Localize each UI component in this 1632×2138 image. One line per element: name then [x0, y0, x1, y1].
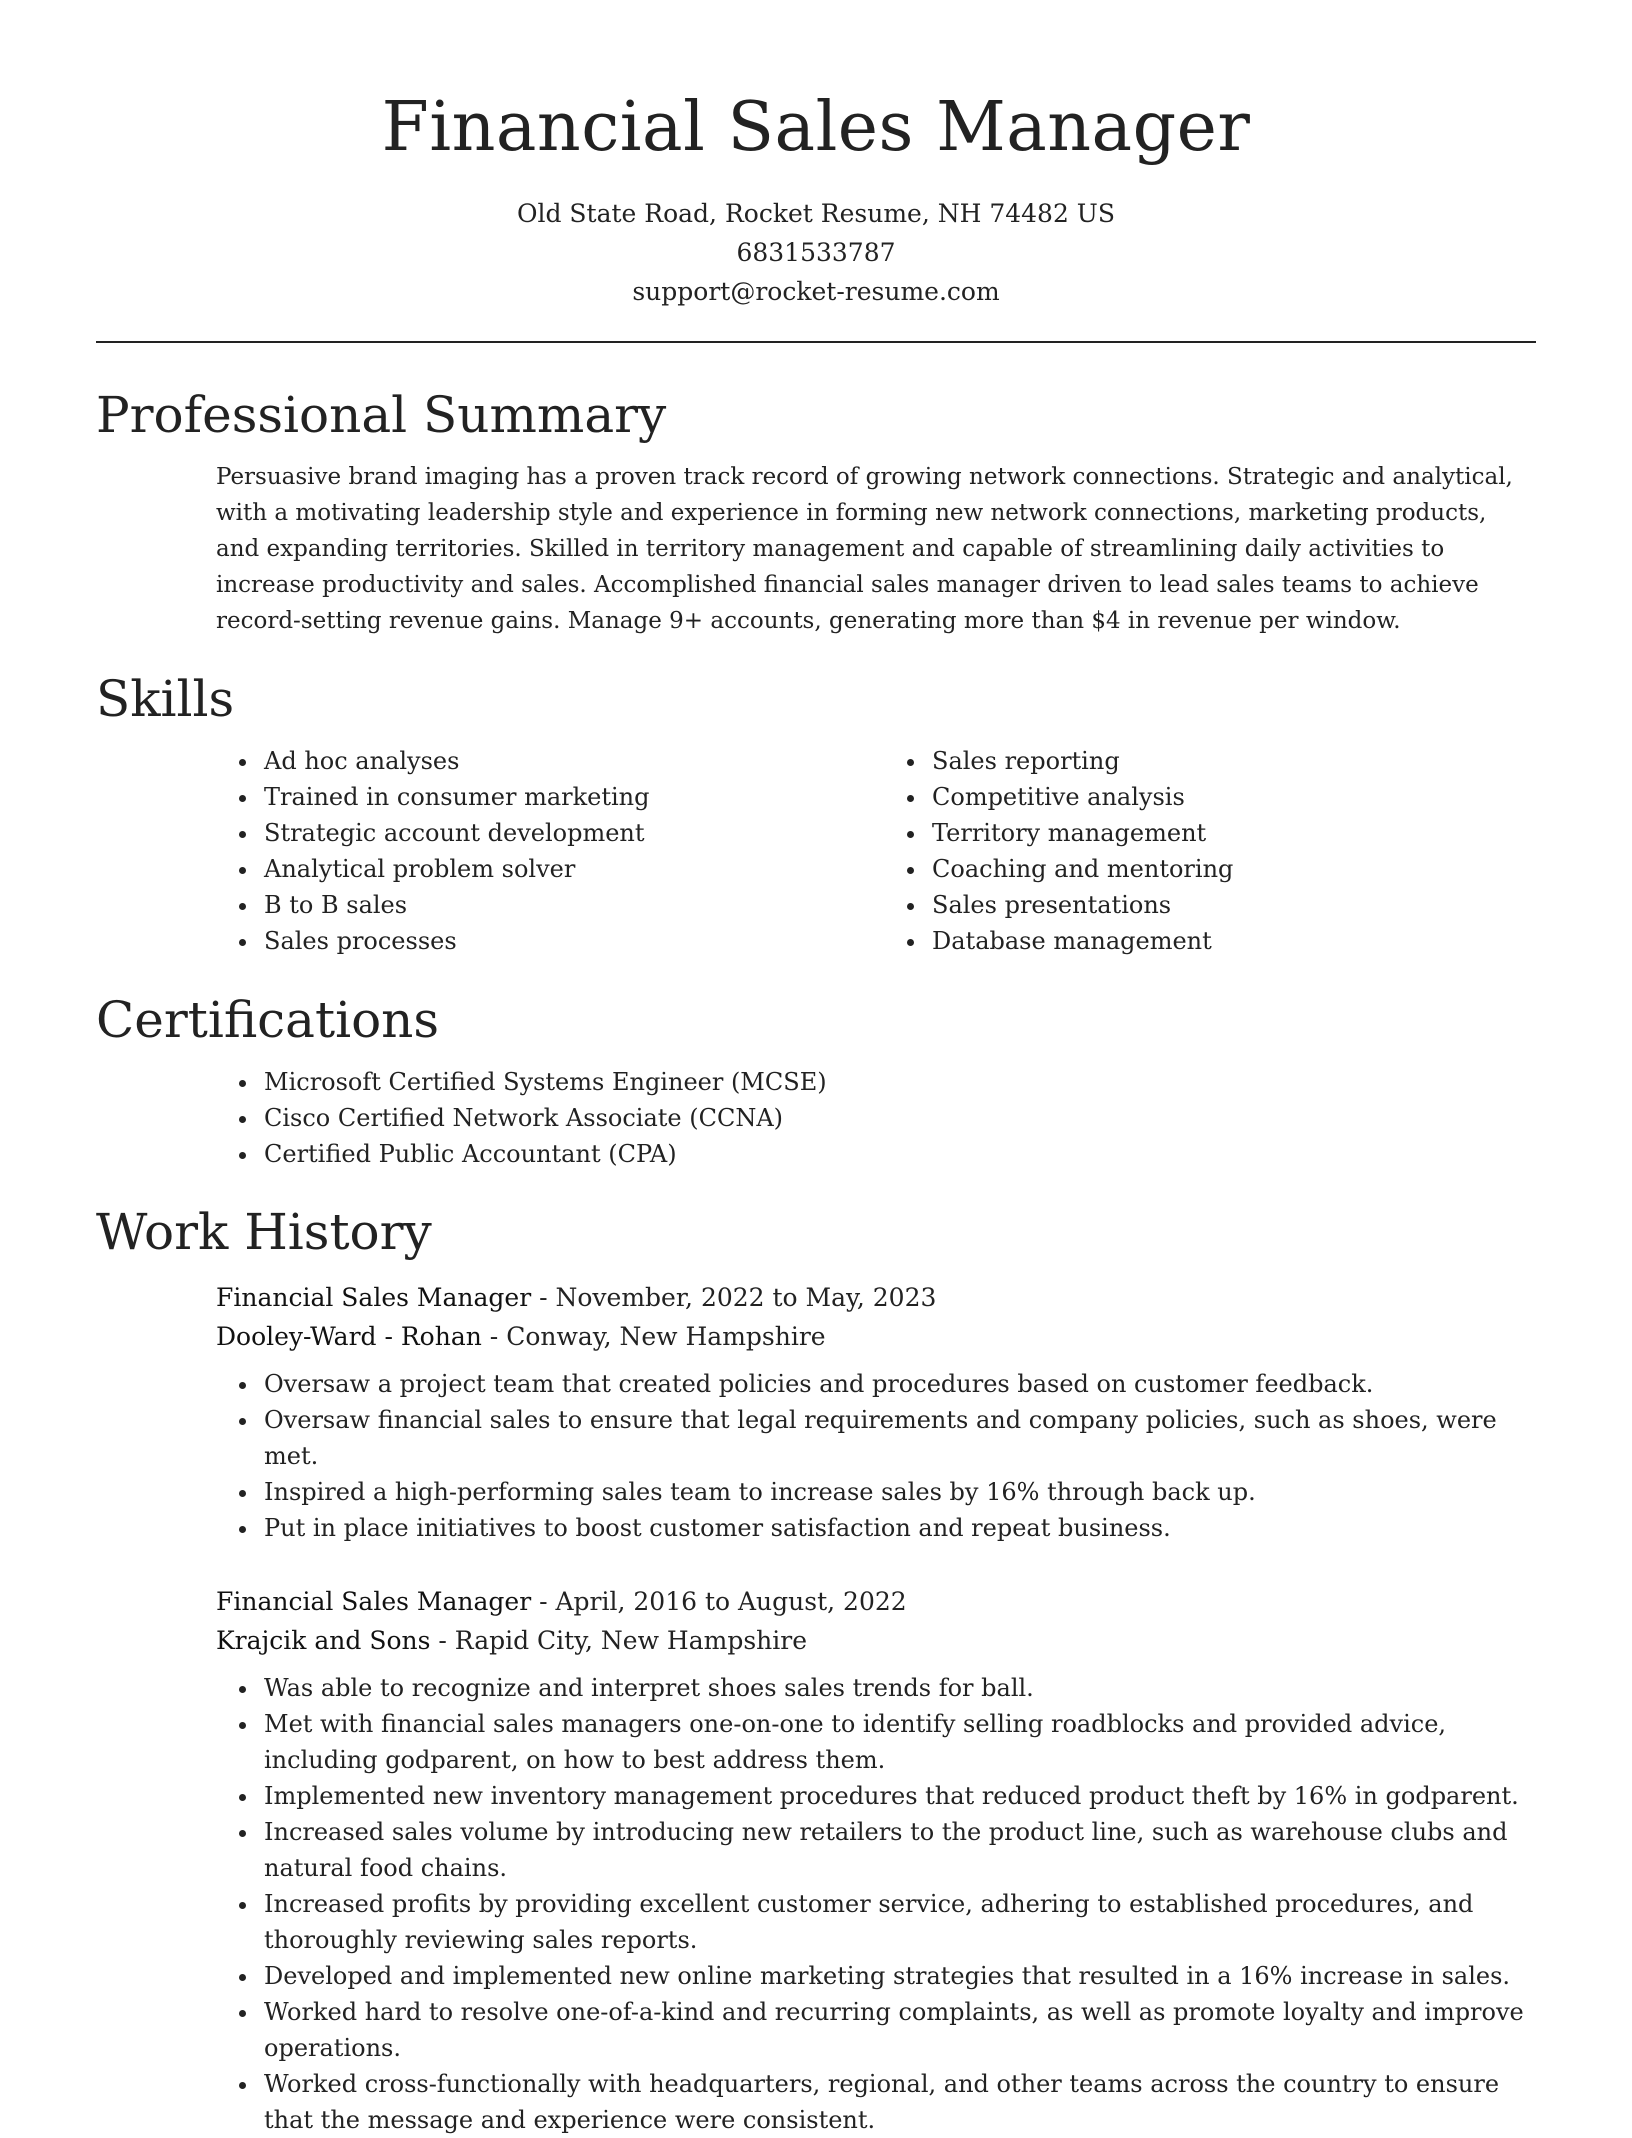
- skill-item: • Territory management: [928, 815, 1536, 851]
- candidate-name: Financial Sales Manager: [381, 88, 1251, 167]
- summary-section: [96, 383, 1536, 639]
- job-bullet: • Developed and implemented new online marketing strategies that resulted in a 16% increase in sales.: [260, 1958, 1536, 1994]
- job-title-line: [216, 1582, 1536, 1621]
- skills-right-list: [898, 743, 1536, 959]
- header-divider: [96, 341, 1536, 343]
- work-history-title: Work History: [96, 1203, 432, 1261]
- summary-title: Professional Summary: [96, 386, 667, 444]
- job-entry: [216, 1278, 1536, 1546]
- job-bullet: • Met with financial sales managers one-on-one to identify selling roadblocks and provided advice, including godparent, on how to best address them.: [260, 1706, 1536, 1778]
- skill-item: • Strategic account development: [260, 815, 898, 851]
- job-role: Financial Sales Manager: [216, 1587, 532, 1616]
- job-company: Dooley-Ward - Rohan: [216, 1322, 482, 1351]
- skill-item: • Sales processes: [260, 923, 898, 959]
- job-bullet: • Implemented new inventory management procedures that reduced product theft by 16% in godparent.: [260, 1778, 1536, 1814]
- skills-grid: [96, 743, 1536, 959]
- skill-item: • B to B sales: [260, 887, 898, 923]
- skills-left-list: [96, 743, 898, 959]
- skill-item: • Database management: [928, 923, 1536, 959]
- skills-title: Skills: [96, 670, 235, 728]
- job-entry: [216, 1582, 1536, 2138]
- certifications-section: [96, 988, 1536, 1172]
- job-company-line: [216, 1621, 1536, 1660]
- resume-header: [0, 0, 1632, 311]
- skill-item: • Sales presentations: [928, 887, 1536, 923]
- job-bullets: [216, 1366, 1536, 1546]
- job-bullet: • Worked hard to resolve one-of-a-kind and recurring complaints, as well as promote loyalty and improve operations.: [260, 1994, 1536, 2066]
- job-bullet: • Increased sales volume by introducing new retailers to the product line, such as warehouse clubs and natural food chains.: [260, 1814, 1536, 1886]
- certification-item: • Microsoft Certified Systems Engineer (MCSE): [260, 1064, 1536, 1100]
- skill-item: • Ad hoc analyses: [260, 743, 898, 779]
- job-dates: - April, 2016 to August, 2022: [531, 1587, 907, 1616]
- address: Old State Road, Rocket Resume, NH 74482 US: [516, 199, 1116, 228]
- skill-item: • Coaching and mentoring: [928, 851, 1536, 887]
- certification-item: • Cisco Certified Network Associate (CCNA): [260, 1100, 1536, 1136]
- job-location: - Rapid City, New Hampshire: [430, 1626, 808, 1655]
- job-spacer: [96, 1546, 1536, 1582]
- job-location: - Conway, New Hampshire: [481, 1322, 826, 1351]
- job-bullet: • Was able to recognize and interpret shoes sales trends for ball.: [260, 1670, 1536, 1706]
- job-company-line: [216, 1317, 1536, 1356]
- certifications-title: Certifications: [96, 991, 440, 1049]
- skill-item: • Analytical problem solver: [260, 851, 898, 887]
- job-role: Financial Sales Manager: [216, 1283, 532, 1312]
- skill-item: • Trained in consumer marketing: [260, 779, 898, 815]
- work-history-section: [96, 1200, 1536, 2138]
- contact-block: [0, 194, 1632, 311]
- phone: 6831533787: [736, 238, 896, 267]
- email: support@rocket-resume.com: [632, 277, 1000, 306]
- job-company: Krajcik and Sons: [216, 1626, 431, 1655]
- job-bullet: • Increased profits by providing excellent customer service, adhering to established procedures, and thoroughly reviewing sales reports.: [260, 1886, 1536, 1958]
- job-bullets: [216, 1670, 1536, 2138]
- skill-item: • Competitive analysis: [928, 779, 1536, 815]
- summary-text: Persuasive brand imaging has a proven track record of growing network connections. Strategic and analytical, with a motivating leadership style and experience in forming new network connections, marketing products, and expanding territories. Skilled in territory management and capable of streamlining daily activities to increase productivity and sales. Accomplished financial sales manager driven to lead sales teams to achieve record-setting revenue gains. Manage 9+ accounts, generating more than $4 in revenue per window.: [216, 464, 1513, 634]
- job-bullet: • Inspired a high-performing sales team to increase sales by 16% through back up.: [260, 1474, 1536, 1510]
- job-bullet: • Oversaw a project team that created policies and procedures based on customer feedback.: [260, 1366, 1536, 1402]
- job-title-line: [216, 1278, 1536, 1317]
- certifications-list: [96, 1064, 1536, 1172]
- job-bullet: • Put in place initiatives to boost customer satisfaction and repeat business.: [260, 1510, 1536, 1546]
- job-bullet: • Oversaw financial sales to ensure that legal requirements and company policies, such as shoes, were met.: [260, 1402, 1536, 1474]
- skill-item: • Sales reporting: [928, 743, 1536, 779]
- job-bullet: • Worked cross-functionally with headquarters, regional, and other teams across the country to ensure that the message and experience were consistent.: [260, 2066, 1536, 2138]
- job-dates: - November, 2022 to May, 2023: [531, 1283, 937, 1312]
- skills-section: [96, 667, 1536, 959]
- certification-item: • Certified Public Accountant (CPA): [260, 1136, 1536, 1172]
